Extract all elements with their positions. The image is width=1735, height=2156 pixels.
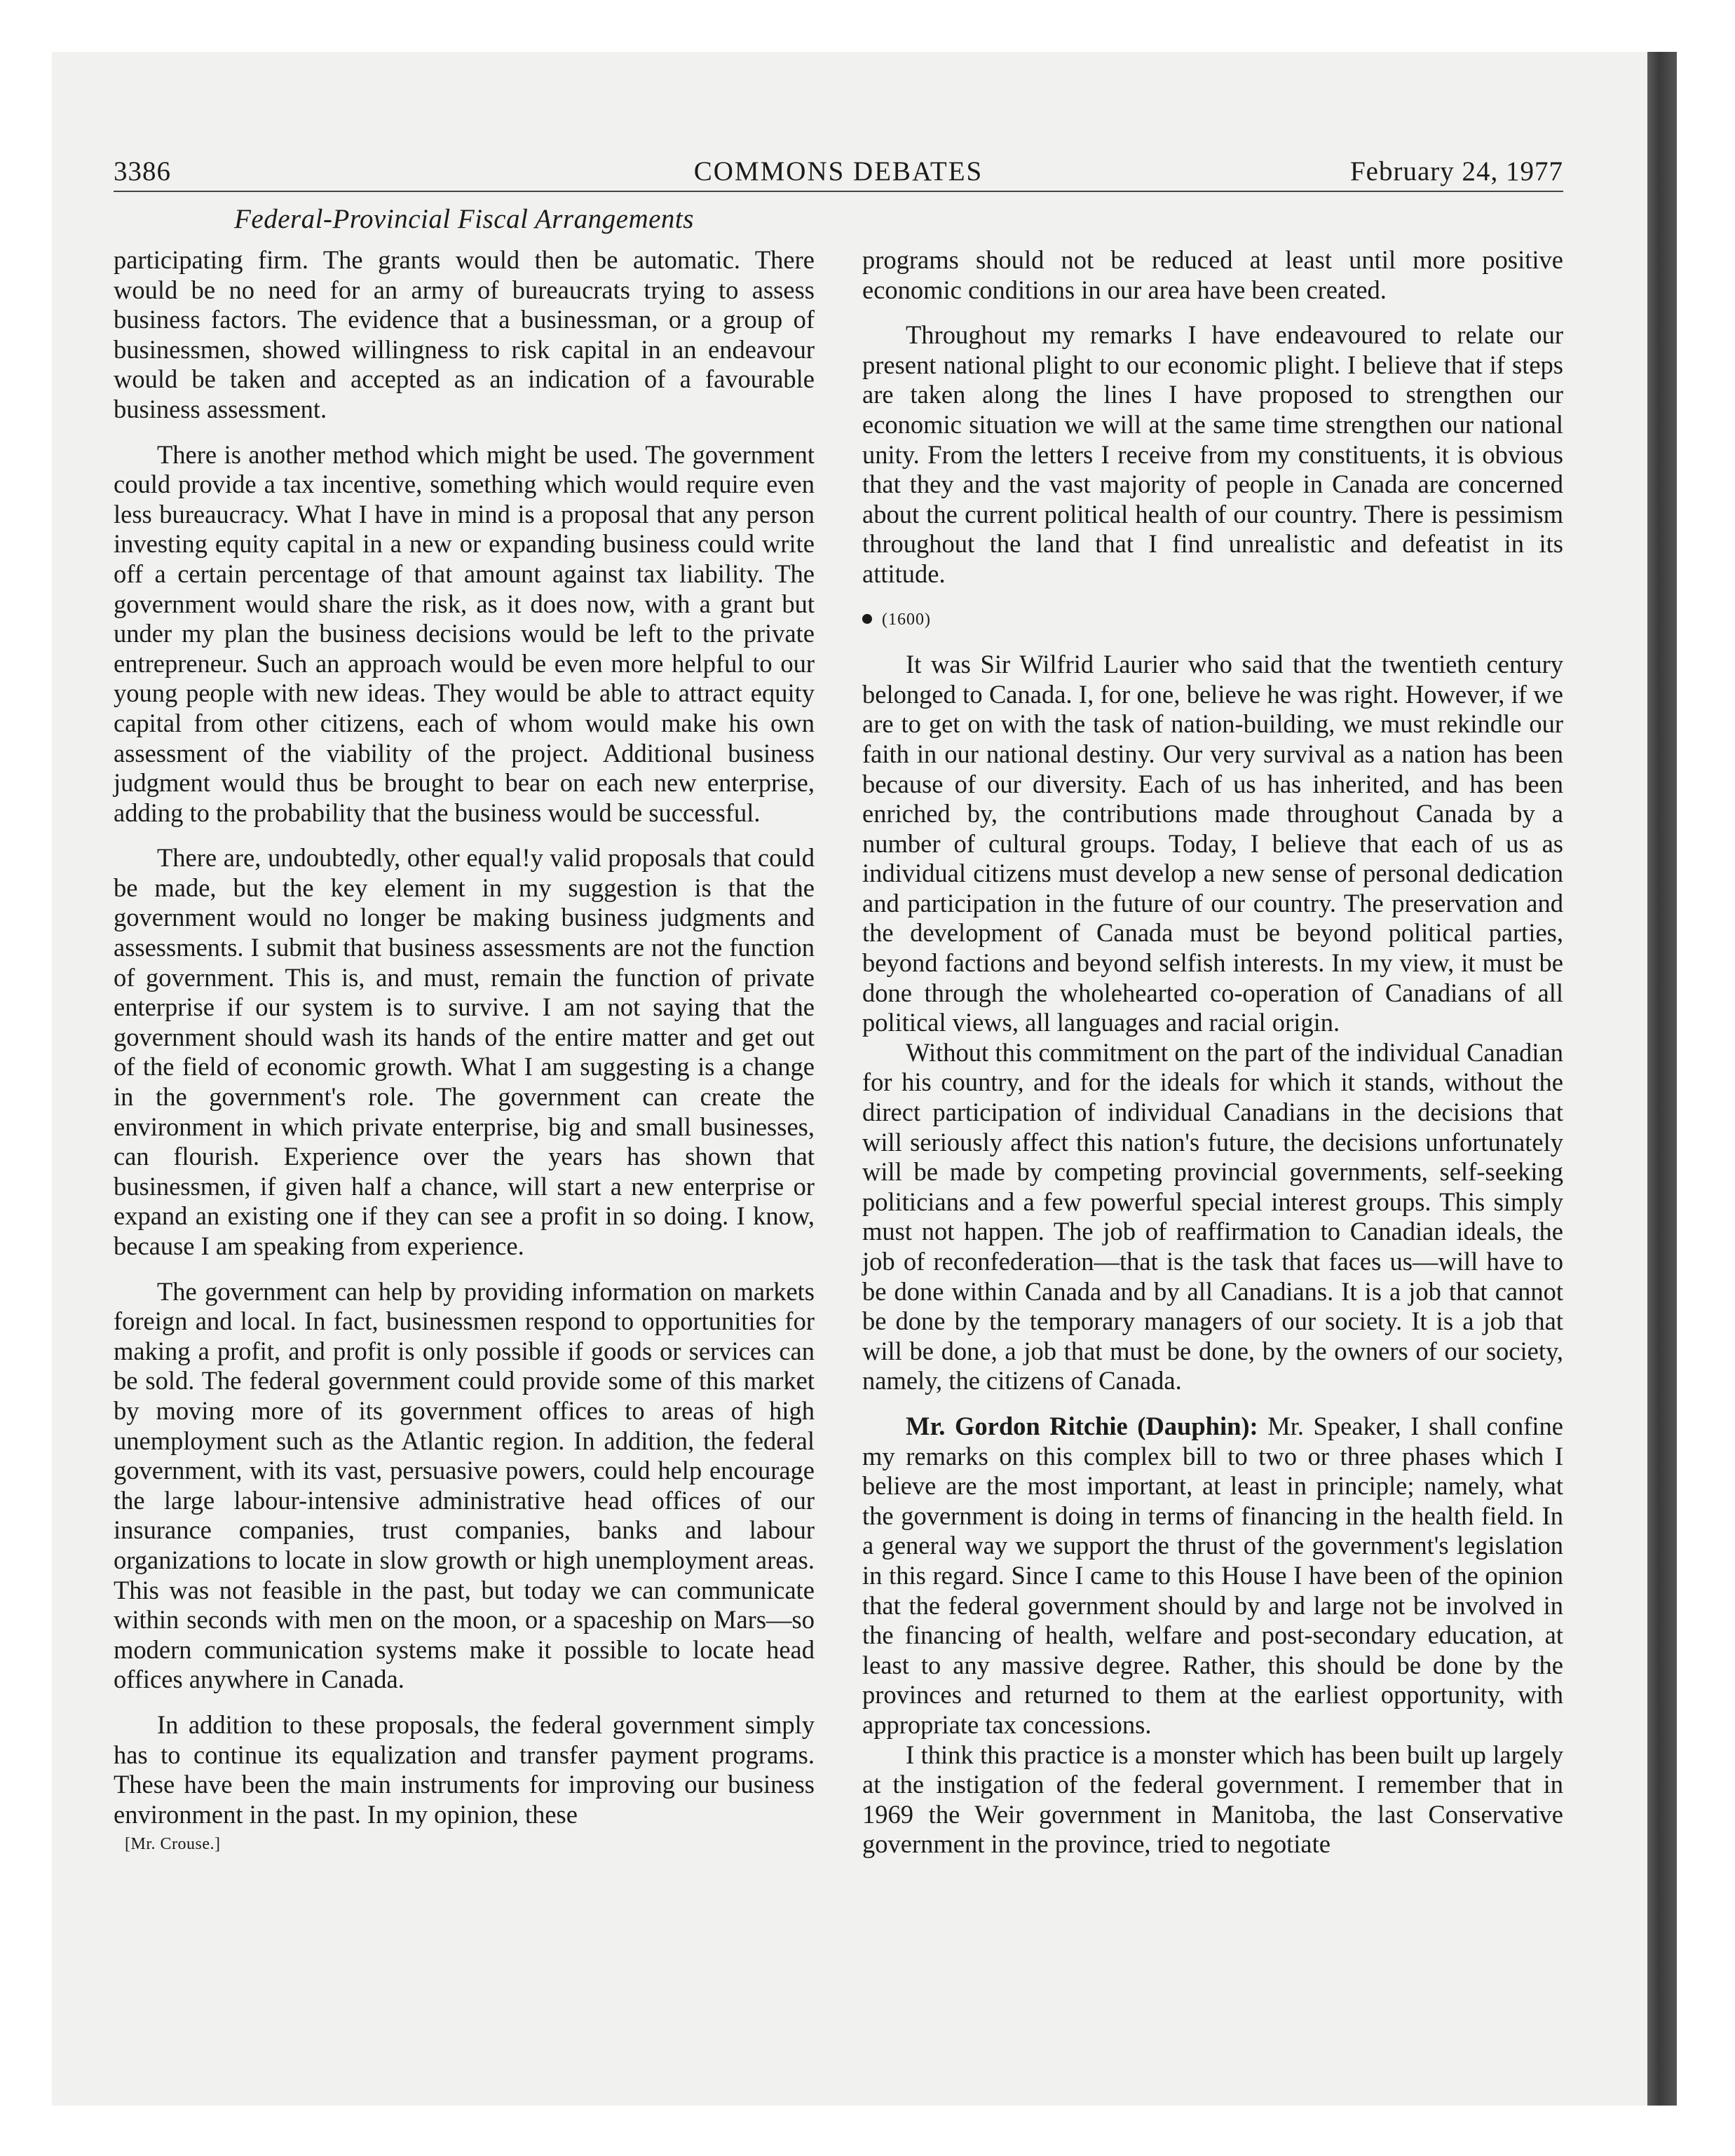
paragraph: In addition to these proposals, the federal government simply has to continue its equalization and transfer payment programs. These have been the main instruments for improving our business environment in the past. In my opinion, these <box>114 1710 815 1829</box>
left-column <box>114 245 815 1829</box>
paragraph: participating firm. The grants would then be automatic. There would be no need for an army of bureaucrats trying to assess business factors. The evidence that a businessman, or a group of businessmen, showed willingness to risk capital in an endeavour would be taken and accepted as an indication of a favourable business assessment. <box>114 245 815 423</box>
paragraph: I think this practice is a monster which has been built up largely at the instigation of the federal government. I remember that in 1969 the Weir government in Manitoba, the last Conservative government in the province, tried to negotiate <box>862 1740 1563 1859</box>
right-column <box>862 245 1563 1860</box>
paragraph: The government can help by providing information on markets foreign and local. In fact, businessmen respond to opportunities for making a profit, and profit is only possible if goods or services can be sold. The federal government could provide some of this market by moving more of its government offices to areas of high unemployment such as the Atlantic region. In addition, the federal government, with its vast, persuasive powers, could help encourage the large labour-intensive administrative head offices of our insurance companies, trust companies, banks and labour organizations to locate in slow growth or high unemployment areas. This was not feasible in the past, but today we can communicate within seconds with men on the moon, or a spaceship on Mars—so modern communication systems make it possible to locate head offices anywhere in Canada. <box>114 1276 815 1694</box>
speaker-remarks: Mr. Speaker, I shall confine my remarks on this complex bill to two or three phases which I believe are the most important, at least in principle; namely, what the government is doing in terms of financing in the health field. In a general way we support the thrust of the government's legislation in this regard. Since I came to this House I have been of the opinion that the federal government should by and large not be involved in the financing of health, welfare and post-secondary education, at least to any massive degree. Rather, this should be done by the provinces and returned to them at the earliest opportunity, with appropriate tax concessions. <box>862 1411 1563 1739</box>
section-subheading: Federal-Provincial Fiscal Arrangements <box>234 204 694 234</box>
page-header <box>114 156 1563 195</box>
time-marker <box>862 605 1563 635</box>
bullet-icon <box>862 614 872 624</box>
publication-title: COMMONS DEBATES <box>693 156 984 186</box>
paragraph: There are, undoubtedly, other equal!y valid proposals that could be made, but the key element in my suggestion is that the government would no longer be making business judgments and assessments. I submit that business assessments are not the function of government. This is, and must, remain the function of private enterprise if our system is to survive. I am not saying that the government should wash its hands of the entire matter and get out of the field of economic growth. What I am suggesting is a change in the government's role. The government can create the environment in which private enterprise, big and small businesses, can flourish. Experience over the years has shown that businessmen, if given half a chance, will start a new enterprise or expand an existing one if they can see a profit in so doing. I know, because I am speaking from experience. <box>114 843 815 1260</box>
footnote-speaker: [Mr. Crouse.] <box>125 1835 221 1853</box>
paragraph: It was Sir Wilfrid Laurier who said that the twentieth century belonged to Canada. I, for one, believe he was right. However, if we are to get on with the task of nation-building, we must rekindle our faith in our national destiny. Our very survival as a nation has been because of our diversity. Each of us has inherited, and has been enriched by, the contributions made throughout Canada by a number of cultural groups. Today, I believe that each of us as individual citizens must develop a new sense of personal dedication and participation in the future of our country. The preservation and the development of Canada must be beyond political parties, beyond factions and beyond selfish interests. In my view, it must be done through the wholehearted co-operation of Canadians of all political views, all languages and racial origin. <box>862 650 1563 1037</box>
speaker-paragraph <box>862 1412 1563 1740</box>
scan-binding-edge <box>1647 52 1677 2106</box>
paragraph: Without this commitment on the part of the individual Canadian for his country, and for the ideals for which it stands, without the direct participation of individual Canadians in the decisions that will seriously affect this nation's future, the decisions unfortunately will be made by competing provincial governments, self-seeking politicians and a few powerful special interest groups. This simply must not happen. The job of reaffirmation to Canadian ideals, the job of reconfederation—that is the task that faces us—will have to be done within Canada and by all Canadians. It is a job that cannot be done by the temporary managers of our society. It is a job that will be done, a job that must be done, by the owners of our society, namely, the citizens of Canada. <box>862 1037 1563 1396</box>
time-marker-text: (1600) <box>882 610 931 629</box>
speaker-name: Mr. Gordon Ritchie (Dauphin): <box>906 1411 1258 1440</box>
page-number: 3386 <box>114 156 171 186</box>
paragraph: programs should not be reduced at least until more positive economic conditions in our area have been created. <box>862 245 1563 304</box>
paragraph: Throughout my remarks I have endeavoured to relate our present national plight to our economic plight. I believe that if steps are taken along the lines I have proposed to strengthen our economic situation we will at the same time strengthen our national unity. From the letters I receive from my constituents, it is obvious that they and the vast majority of people in Canada are concerned about the current political health of our country. There is pessimism throughout the land that I find unrealistic and defeatist in its attitude. <box>862 320 1563 588</box>
paragraph: There is another method which might be used. The government could provide a tax incentive, something which would require even less bureaucracy. What I have in mind is a proposal that any person investing equity capital in a new or expanding business could write off a certain percentage of that amount against tax liability. The government would share the risk, as it does now, with a grant but under my plan the business decisions would be left to the private entrepreneur. Such an approach would be even more helpful to our young people with new ideas. They would be able to attract equity capital from other citizens, each of whom would make his own assessment of the viability of the project. Additional business judgment would thus be brought to bear on each new enterprise, adding to the probability that the business would be successful. <box>114 439 815 827</box>
header-rule <box>114 191 1563 192</box>
header-date: February 24, 1977 <box>1349 156 1563 186</box>
